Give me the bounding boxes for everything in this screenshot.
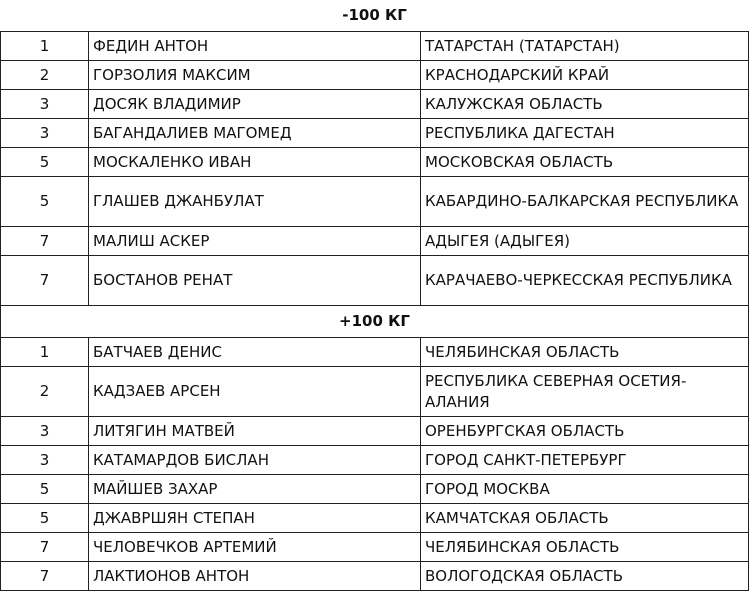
region-cell: МОСКОВСКАЯ ОБЛАСТЬ	[421, 148, 749, 177]
place-cell: 7	[1, 533, 89, 562]
table-row	[1, 446, 749, 475]
region-cell: ЧЕЛЯБИНСКАЯ ОБЛАСТЬ	[421, 338, 749, 367]
region-cell: ГОРОД МОСКВА	[421, 475, 749, 504]
weight-category-title: +100 КГ	[1, 306, 749, 338]
table-row	[1, 338, 749, 367]
table-row	[1, 256, 749, 306]
athlete-name-cell: МОСКАЛЕНКО ИВАН	[89, 148, 421, 177]
place-cell: 2	[1, 61, 89, 90]
table-row	[1, 119, 749, 148]
athlete-name-cell: ЛИТЯГИН МАТВЕЙ	[89, 417, 421, 446]
athlete-name-cell: ФЕДИН АНТОН	[89, 32, 421, 61]
athlete-name-cell: ГОРЗОЛИЯ МАКСИМ	[89, 61, 421, 90]
place-cell: 7	[1, 227, 89, 256]
region-cell: РЕСПУБЛИКА СЕВЕРНАЯ ОСЕТИЯ-АЛАНИЯ	[421, 367, 749, 417]
athlete-name-cell: БАТЧАЕВ ДЕНИС	[89, 338, 421, 367]
athlete-name-cell: КАТАМАРДОВ БИСЛАН	[89, 446, 421, 475]
place-cell: 7	[1, 562, 89, 591]
place-cell: 5	[1, 177, 89, 227]
region-cell: ОРЕНБУРГСКАЯ ОБЛАСТЬ	[421, 417, 749, 446]
place-cell: 3	[1, 417, 89, 446]
region-cell: КАЛУЖСКАЯ ОБЛАСТЬ	[421, 90, 749, 119]
table-row	[1, 148, 749, 177]
place-cell: 3	[1, 446, 89, 475]
athlete-name-cell: ДЖАВРШЯН СТЕПАН	[89, 504, 421, 533]
athlete-name-cell: БАГАНДАЛИЕВ МАГОМЕД	[89, 119, 421, 148]
place-cell: 1	[1, 32, 89, 61]
region-cell: КАРАЧАЕВО-ЧЕРКЕССКАЯ РЕСПУБЛИКА	[421, 256, 749, 306]
region-cell: РЕСПУБЛИКА ДАГЕСТАН	[421, 119, 749, 148]
table-row	[1, 90, 749, 119]
region-cell: ТАТАРСТАН (ТАТАРСТАН)	[421, 32, 749, 61]
place-cell: 7	[1, 256, 89, 306]
region-cell: ГОРОД САНКТ-ПЕТЕРБУРГ	[421, 446, 749, 475]
athlete-name-cell: КАДЗАЕВ АРСЕН	[89, 367, 421, 417]
weight-category-header	[1, 306, 749, 338]
table-row	[1, 61, 749, 90]
region-cell: ВОЛОГОДСКАЯ ОБЛАСТЬ	[421, 562, 749, 591]
place-cell: 3	[1, 119, 89, 148]
region-cell: КРАСНОДАРСКИЙ КРАЙ	[421, 61, 749, 90]
table-row	[1, 177, 749, 227]
table-row	[1, 227, 749, 256]
athlete-name-cell: БОСТАНОВ РЕНАТ	[89, 256, 421, 306]
region-cell: ЧЕЛЯБИНСКАЯ ОБЛАСТЬ	[421, 533, 749, 562]
place-cell: 5	[1, 504, 89, 533]
place-cell: 3	[1, 90, 89, 119]
athlete-name-cell: ГЛАШЕВ ДЖАНБУЛАТ	[89, 177, 421, 227]
table-row	[1, 367, 749, 417]
table-row	[1, 417, 749, 446]
place-cell: 5	[1, 148, 89, 177]
table-row	[1, 504, 749, 533]
athlete-name-cell: МАЙШЕВ ЗАХАР	[89, 475, 421, 504]
athlete-name-cell: ЛАКТИОНОВ АНТОН	[89, 562, 421, 591]
region-cell: КАМЧАТСКАЯ ОБЛАСТЬ	[421, 504, 749, 533]
athlete-name-cell: ДОСЯК ВЛАДИМИР	[89, 90, 421, 119]
table-row	[1, 533, 749, 562]
weight-category-header	[1, 0, 749, 32]
place-cell: 1	[1, 338, 89, 367]
region-cell: АДЫГЕЯ (АДЫГЕЯ)	[421, 227, 749, 256]
place-cell: 5	[1, 475, 89, 504]
region-cell: КАБАРДИНО-БАЛКАРСКАЯ РЕСПУБЛИКА	[421, 177, 749, 227]
athlete-name-cell: ЧЕЛОВЕЧКОВ АРТЕМИЙ	[89, 533, 421, 562]
table-row	[1, 475, 749, 504]
weight-category-title: -100 КГ	[1, 0, 749, 32]
place-cell: 2	[1, 367, 89, 417]
table-row	[1, 32, 749, 61]
athlete-name-cell: МАЛИШ АСКЕР	[89, 227, 421, 256]
table-row	[1, 562, 749, 591]
